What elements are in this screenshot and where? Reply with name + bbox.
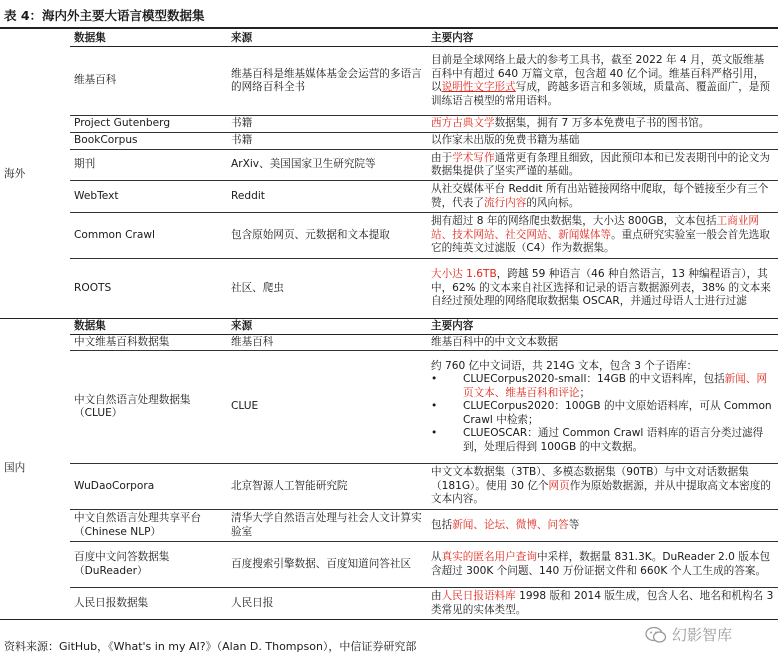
dataset-source: 包含原始网页、元数据和文本提取 [227,213,427,259]
header-content: 主要内容 [427,31,778,47]
dataset-name: 维基百科 [70,47,227,116]
table-row [0,259,778,319]
dataset-source: 人民日报 [227,588,427,620]
source-note: 资料来源：GitHub，《What's in my AI?》（Alan D. Thompson），中信证券研究部 [4,640,417,653]
dataset-name: 中文维基百科数据集 [70,335,227,351]
dataset-content: 约 760 亿中文词语，共 214G 文本，包含 3 个子语库： • CLUECorpus2020-small：14GB 的中文语料库，包括新闻、网页文本、维基百科和评论； • CLUECorpus2020：100GB 的中文原始语料库，可从 Common Crawl 中检索； • CLUEOSCAR：通过 Common Crawl 语料库的语言分类过滤得到，处理后得到 100GB 的中文数据。 [427,351,778,464]
dataset-content: 大小达 1.6TB，跨越 59 种语言（46 种自然语言，13 种编程语言），其中，62% 的文本来自社区选择和记录的语言数据源列表，38% 的文本来自经过预处理的网络爬取数据集 OSCAR，并通过母语人士进行过滤 [427,259,778,319]
dataset-content: 从真实的匿名用户查询中采样，数据量 831.3K。DuReader 2.0 版本包含超过 300K 个问题、140 万份证据文件和 660K 个人工生成的答案。 [427,542,778,588]
watermark [645,624,732,645]
dataset-source: Reddit [227,181,427,213]
dataset-source: ArXiv、美国国家卫生研究院等 [227,150,427,181]
dataset-name: BookCorpus [70,133,227,150]
dataset-source: 社区、爬虫 [227,259,427,319]
dataset-content: 由于学术写作通常更有条理且细致，因此预印本和已发表期刊中的论文为数据集提供了坚实严谨的基础。 [427,150,778,181]
table-row [0,133,778,150]
table-row [0,116,778,133]
dataset-source: 北京智源人工智能研究院 [227,464,427,510]
dataset-name: 百度中文问答数据集（DuReader） [70,542,227,588]
dataset-source: 维基百科 [227,335,427,351]
dataset-content: 维基百科中的中文文本数据 [427,335,778,351]
dataset-name: 中文自然语言处理共享平台（Chinese NLP） [70,510,227,542]
dataset-name: Project Gutenberg [70,116,227,133]
table-row [0,335,778,351]
wechat-icon [645,626,667,644]
dataset-source: 百度搜索引擎数据、百度知道问答社区 [227,542,427,588]
table-row [0,351,778,464]
dataset-content: 中文文本数据集（3TB）、多模态数据集（90TB）与中文对话数据集（181G）。使用 30 亿个网页作为原始数据源，并从中提取高文本密度的文本内容。 [427,464,778,510]
dataset-name: ROOTS [70,259,227,319]
table-row [0,181,778,213]
dataset-content: 目前是全球网络上最大的参考工具书，截至 2022 年 4 月，英文版维基百科中有超过 640 万篇文章，包含超 40 亿个词。维基百科严格引用，以说明性文字形式写成，跨越多语言和多领域，质量高、覆盖面广，是预训练语言模型的常用语料。 [427,47,778,116]
dataset-content: 从社交媒体平台 Reddit 所有出站链接网络中爬取，每个链接至少有三个赞，代表了流行内容的风向标。 [427,181,778,213]
dataset-source: 书籍 [227,133,427,150]
dataset-content: 由人民日报语料库 1998 版和 2014 版生成，包含人名、地名和机构名 3 类常见的实体类型。 [427,588,778,620]
header-source: 来源 [227,31,427,47]
table-row [0,213,778,259]
dataset-name: Common Crawl [70,213,227,259]
header-row-domestic [0,319,778,335]
group-label-overseas: 海外 [0,31,70,319]
dataset-content: 拥有超过 8 年的网络爬虫数据集，大小达 800GB，文本包括工商业网站、技术网站、社交网站、新闻媒体等。重点研究实验室一般会首先选取它的纯英文过滤版（C4）作为数据集。 [427,213,778,259]
table-row [0,150,778,181]
dataset-name: WebText [70,181,227,213]
table-row [0,588,778,620]
dataset-content: 以作家未出版的免费书籍为基础 [427,133,778,150]
group-label-domestic: 国内 [0,319,70,620]
dataset-content: 包括新闻、论坛、微博、问答等 [427,510,778,542]
header-source: 来源 [227,319,427,335]
table-row [0,464,778,510]
dataset-name: WuDaoCorpora [70,464,227,510]
dataset-source: 清华大学自然语言处理与社会人文计算实验室 [227,510,427,542]
watermark-text: 幻影智库 [672,626,733,644]
dataset-source: CLUE [227,351,427,464]
dataset-name: 人民日报数据集 [70,588,227,620]
datasets-table [0,31,778,620]
dataset-content: 西方古典文学数据集，拥有 7 万多本免费电子书的图书馆。 [427,116,778,133]
table-row [0,510,778,542]
table-row [0,542,778,588]
dataset-name: 期刊 [70,150,227,181]
dataset-name: 中文自然语言处理数据集（CLUE） [70,351,227,464]
table-title: 表 4：海内外主要大语言模型数据集 [4,8,205,23]
header-dataset: 数据集 [70,31,227,47]
header-row-overseas [0,31,778,47]
dataset-source: 书籍 [227,116,427,133]
table-row [0,47,778,116]
header-dataset: 数据集 [70,319,227,335]
header-content: 主要内容 [427,319,778,335]
dataset-source: 维基百科是维基媒体基金会运营的多语言的网络百科全书 [227,47,427,116]
top-rule [0,27,778,29]
